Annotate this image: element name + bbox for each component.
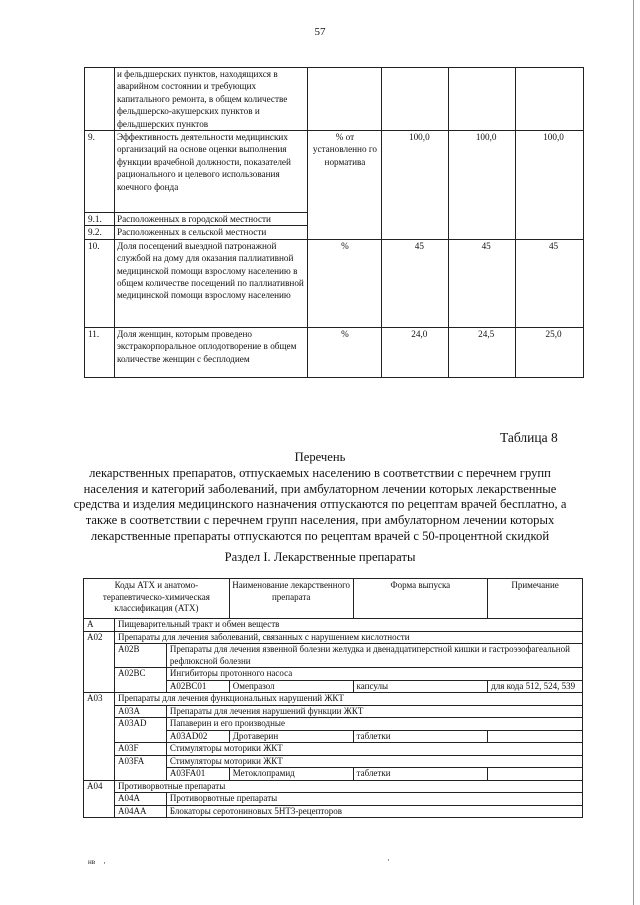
value-cell: 45 (382, 239, 449, 327)
value-cell: 24,5 (449, 327, 516, 377)
group-name: Папаверин и его производные (166, 718, 582, 731)
drug-form: капсулы (353, 680, 488, 693)
heading-title: Перечень (294, 450, 346, 464)
row-number: 9.2. (85, 226, 115, 239)
list-heading (70, 450, 570, 545)
atc-code: A03FA (114, 755, 166, 780)
unit-cell: % (308, 239, 382, 327)
value-cell (382, 68, 449, 131)
drug-name: Дротаверин (229, 730, 353, 743)
table-row (84, 668, 583, 681)
row-number: 11. (85, 327, 115, 377)
atc-code: A04AA (114, 805, 166, 818)
group-name: Препараты для лечения нарушений функции ЖКТ (166, 705, 582, 718)
indicator-text: Доля женщин, которым проведено экстракорпоральное оплодотворение в общем количестве женщин с бесплодием (114, 327, 308, 377)
group-name: Стимуляторы моторики ЖКТ (166, 743, 582, 756)
unit-cell: % (308, 327, 382, 377)
header-form: Форма выпуска (353, 579, 488, 619)
atc-code: A02BC (114, 668, 166, 693)
group-name: Препараты для лечения язвенной болезни желудка и двенадцатиперстной кишки и гастроэзофагеальной рефлюксной болезни (166, 644, 582, 668)
row-number: 10. (85, 239, 115, 327)
table-row (85, 239, 584, 327)
drug-name: Омепразол (229, 680, 353, 693)
indicator-text: Доля посещений выездной патронажной службой на дому для оказания паллиативной медицинской помощи взрослому населению в общем количестве посещений по паллиативной медицинской помощи взрослому населению (114, 239, 308, 327)
indicator-text: Расположенных в сельской местности (114, 226, 308, 239)
header-name: Наименование лекарственного препарата (229, 579, 353, 619)
drug-note (488, 768, 583, 781)
atc-code: A03A (114, 705, 166, 718)
scan-speck: · (103, 858, 106, 868)
table-row (84, 693, 583, 706)
scan-edge-line (633, 0, 634, 905)
table-header-row (84, 579, 583, 619)
table-label: Таблица 8 (500, 430, 558, 445)
group-name: Противорвотные препараты (166, 793, 582, 806)
group-name: Пищеварительный тракт и обмен веществ (114, 619, 582, 632)
indicator-text: Расположенных в городской местности (114, 213, 308, 226)
drug-form: таблетки (353, 768, 488, 781)
group-name: Стимуляторы моторики ЖКТ (166, 755, 582, 768)
table-row (84, 755, 583, 768)
page-number: 57 (314, 26, 326, 38)
table-row (84, 631, 583, 644)
scan-speck: · (387, 855, 390, 865)
drug-name: Метоклопрамид (229, 768, 353, 781)
section-title: Раздел I. Лекарственные препараты (224, 550, 416, 564)
atc-code: A (84, 619, 115, 632)
value-cell (449, 68, 516, 131)
header-note: Примечание (488, 579, 583, 619)
heading-body: лекарственных препаратов, отпускаемых населению в соответствии с перечнем групп населения и категорий заболеваний, при амбулаторном лечении которых лекарственные средства и изделия медицинского назначения отпускаются по рецептам врачей бесплатно, а также в соответствии с перечнем групп населения, при амбулаторном лечении которых лекарственные препараты отпускаются по рецептам врачей с 50-процентной скидкой (73, 465, 567, 543)
group-name: Препараты для лечения функциональных нарушений ЖКТ (114, 693, 582, 706)
value-cell: 25,0 (516, 327, 584, 377)
table-row (85, 131, 584, 213)
table-row (85, 68, 584, 131)
table-row (84, 705, 583, 718)
atc-code: A04 (84, 780, 115, 818)
indicators-table (84, 67, 584, 378)
group-name: Ингибиторы протонного насоса (166, 668, 582, 681)
table-row (84, 644, 583, 668)
atc-code: A03AD02 (166, 730, 229, 743)
value-cell: 45 (449, 239, 516, 327)
row-number: 9. (85, 131, 115, 213)
value-cell: 100,0 (449, 131, 516, 240)
value-cell: 24,0 (382, 327, 449, 377)
drug-note: для кода 512, 524, 539 (488, 680, 583, 693)
value-cell: 45 (516, 239, 584, 327)
atc-code: A03FA01 (166, 768, 229, 781)
table-row (84, 619, 583, 632)
table-row (84, 793, 583, 806)
indicator-text: и фельдшерских пунктов, находящихся в аварийном состоянии и требующих капитального ремонта, в общем количестве фельдшерско-акушерских пунктов и фельдшерских пунктов (114, 68, 308, 131)
drug-note (488, 730, 583, 743)
atc-code: A02B (114, 644, 166, 668)
indicator-text: Эффективность деятельности медицинских организаций на основе оценки выполнения функции врачебной должности, показателей рационального и целевого использования коечного фонда (114, 131, 308, 213)
table-row (84, 780, 583, 793)
group-name: Препараты для лечения заболеваний, связанных с нарушением кислотности (114, 631, 582, 644)
atc-code: A03F (114, 743, 166, 756)
atc-code: A02 (84, 631, 115, 693)
header-atc: Коды АТХ и анатомо-терапевтическо-химическая классификация (АТХ) (84, 579, 230, 619)
table-row (84, 743, 583, 756)
drug-form: таблетки (353, 730, 488, 743)
row-number (85, 68, 115, 131)
value-cell: 100,0 (382, 131, 449, 240)
table-row (84, 805, 583, 818)
table-row (85, 327, 584, 377)
group-name: Противорвотные препараты (114, 780, 582, 793)
atc-code: A03AD (114, 718, 166, 743)
atc-code: A04A (114, 793, 166, 806)
value-cell (516, 68, 584, 131)
atc-code: A02BC01 (166, 680, 229, 693)
value-cell: 100,0 (516, 131, 584, 240)
row-number: 9.1. (85, 213, 115, 226)
table-row (84, 718, 583, 731)
unit-cell: % от установленно го норматива (308, 131, 382, 240)
group-name: Блокаторы серотониновых 5НТ3-рецепторов (166, 805, 582, 818)
footer-initials: нв (88, 858, 96, 866)
atc-code: A03 (84, 693, 115, 781)
unit-cell (308, 68, 382, 131)
medications-table (83, 578, 583, 818)
